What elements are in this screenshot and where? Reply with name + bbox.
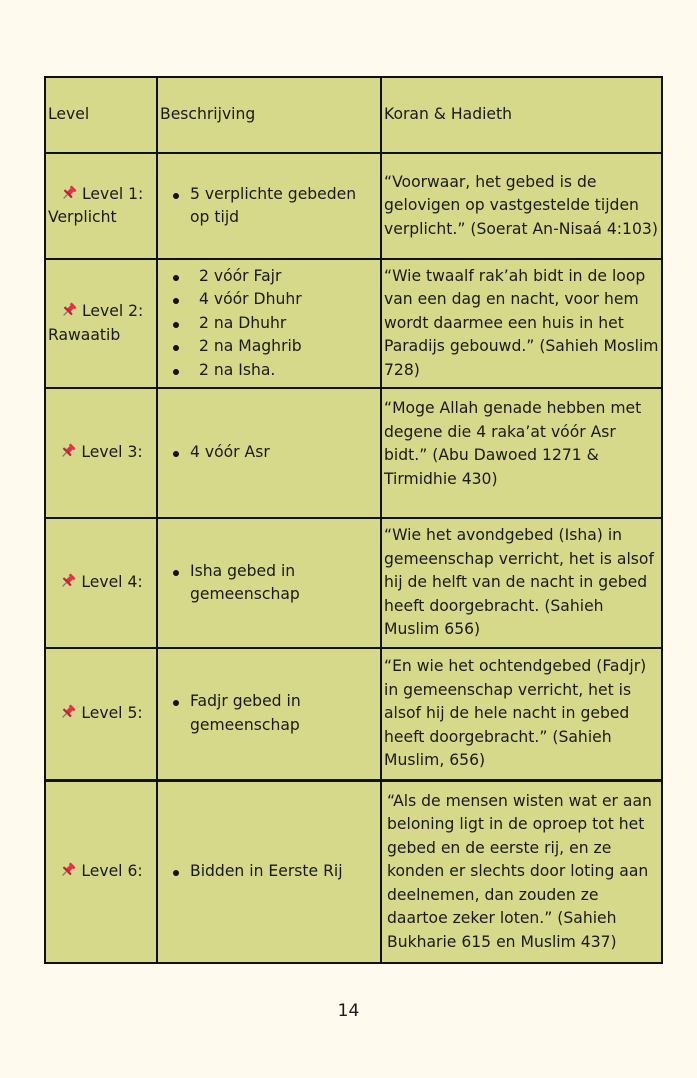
table-row	[45, 153, 662, 259]
list-item: 4 vóór Asr	[190, 441, 378, 465]
description-list	[160, 183, 378, 230]
quote-cell: “Als de mensen wisten wat er aan beloning ligt in de oproep tot het gebed en de eerste rij, en ze konden er slechts door loting aan deelnemen, dan zouden ze daartoe zeker loten.” (Sahieh Bukharie 615 en Muslim 437)	[381, 780, 662, 963]
level-cell	[45, 518, 157, 648]
list-item: 2 vóór Fajr	[190, 265, 378, 289]
level-label: Level 5:	[81, 704, 143, 722]
list-item: 2 na Dhuhr	[190, 312, 378, 336]
list-item: Fadjr gebed in gemeenschap	[190, 690, 378, 737]
table-row	[45, 648, 662, 780]
level-cell	[45, 780, 157, 963]
description-cell	[157, 518, 381, 648]
pushpin-icon	[60, 301, 78, 319]
description-list	[160, 265, 378, 383]
quote-cell: “En wie het ochtendgebed (Fadjr) in gemeenschap verricht, het is alsof hij de hele nacht in gebed heeft doorgebracht.” (Sahieh Muslim, 656)	[381, 648, 662, 780]
pushpin-icon	[59, 703, 77, 721]
level-label: Level 6:	[81, 862, 143, 880]
level-label: Level 4:	[81, 573, 143, 592]
header-description: Beschrijving	[157, 77, 381, 153]
list-item: 4 vóór Dhuhr	[190, 288, 378, 312]
table-row	[45, 388, 662, 518]
list-item: 2 na Maghrib	[190, 335, 378, 359]
page-number: 14	[337, 1001, 360, 1021]
description-cell	[157, 388, 381, 518]
description-list	[160, 690, 378, 737]
quote-cell: “Voorwaar, het gebed is de gelovigen op vastgestelde tijden verplicht.” (Soerat An-Nisaá 4:103)	[381, 153, 662, 259]
description-list	[160, 560, 378, 607]
pushpin-icon	[59, 861, 77, 879]
description-cell	[157, 259, 381, 388]
description-cell	[157, 780, 381, 963]
pushpin-icon	[59, 442, 77, 460]
level-cell	[45, 153, 157, 259]
pushpin-icon	[59, 572, 77, 590]
list-item: 5 verplichte gebeden op tijd	[190, 183, 378, 230]
header-quran-hadith: Koran & Hadieth	[381, 77, 662, 153]
prayer-levels-table	[44, 76, 663, 964]
list-item: Isha gebed in gemeenschap	[190, 560, 378, 607]
level-cell	[45, 388, 157, 518]
level-label: Level 1: Verplicht	[48, 184, 144, 226]
description-cell	[157, 153, 381, 259]
pushpin-icon	[60, 184, 78, 202]
quote-cell: “Moge Allah genade hebben met degene die 4 raka’at vóór Asr bidt.” (Abu Dawoed 1271 & Tirmidhie 430)	[381, 388, 662, 518]
description-cell	[157, 648, 381, 780]
table-row	[45, 518, 662, 648]
description-list	[160, 441, 378, 465]
list-item: 2 na Isha.	[190, 359, 378, 383]
header-level: Level	[45, 77, 157, 153]
level-cell	[45, 648, 157, 780]
quote-cell: “Wie het avondgebed (Isha) in gemeenschap verricht, het is alsof hij de helft van de nacht in gebed heeft doorgebracht. (Sahieh Muslim 656)	[381, 518, 662, 648]
quote-cell: “Wie twaalf rak’ah bidt in de loop van een dag en nacht, voor hem wordt daarmee een huis in het Paradijs gebouwd.” (Sahieh Moslim 728)	[381, 259, 662, 388]
description-list	[160, 860, 378, 884]
level-label: Level 2: Rawaatib	[48, 302, 144, 344]
level-label: Level 3:	[81, 443, 143, 462]
level-cell	[45, 259, 157, 388]
list-item: Bidden in Eerste Rij	[190, 860, 378, 884]
table-row	[45, 780, 662, 963]
table-header-row	[45, 77, 662, 153]
table-row	[45, 259, 662, 388]
